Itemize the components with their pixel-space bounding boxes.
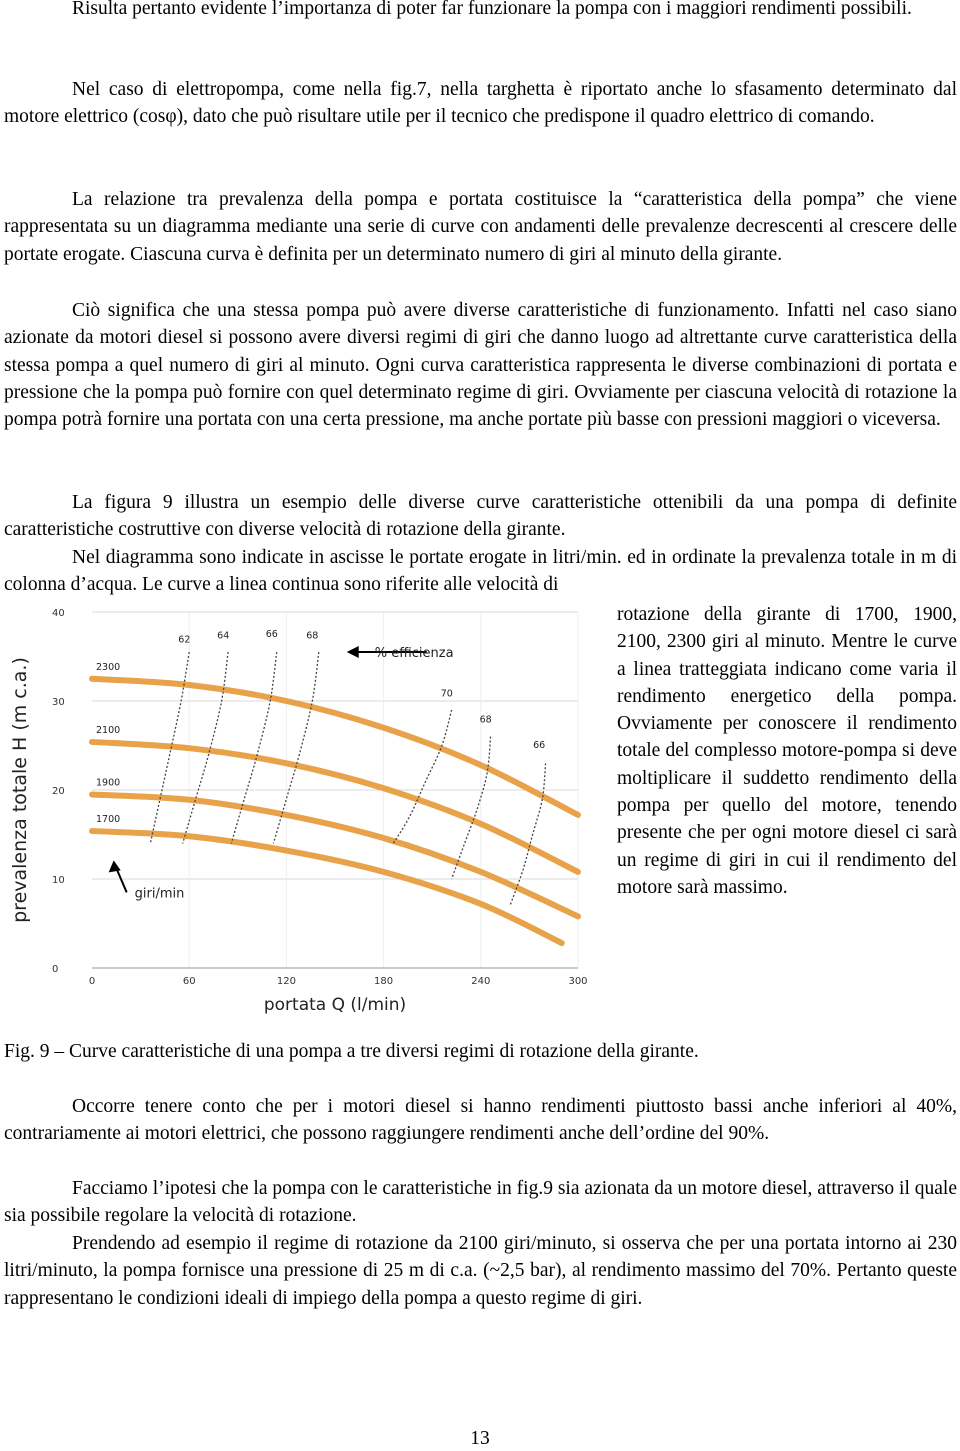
paragraph-electropump: Nel caso di elettropompa, come nella fig.7, nella targhetta è riportato anche lo sfasamento determinato dal motore elettrico (cosφ), dato che può risultare utile per il tecnico che predispone il quadro elettrico di comando. (4, 79, 957, 128)
y-tick-label: 20 (52, 786, 65, 797)
speed-curve-label: 1900 (96, 777, 121, 789)
x-tick-label: 120 (276, 976, 296, 987)
paragraph-performance-curves: Ciò significa che una stessa pompa può avere diverse caratteristiche di funzionamento. Infatti nel caso siano azionate da motori diesel si possono avere diversi regimi di giri che danno luogo ad altrettante curve caratteristica della stessa pompa a quel numero di giri al minuto. Ogni curva caratteristica rappresenta le diverse combinazioni di portata e pressione che la pompa può fornire con quel determinato regime di giri. Ovviamente per ciascuna velocità di rotazione la pompa potrà fornire una portata con una certa pressione, ma anche portate più basse con pressioni maggiori o viceversa. (4, 300, 957, 431)
paragraph-intro: Risulta pertanto evidente l’importanza di poter far funzionare la pompa con i maggiori rendimenti possibili. (72, 0, 912, 19)
speed-unit-annotation: giri/min (134, 886, 185, 902)
page-number: 13 (470, 1428, 490, 1449)
efficiency-label: 66 (265, 628, 278, 640)
efficiency-label: 68 (479, 714, 492, 726)
efficiency-label: 62 (178, 634, 191, 646)
x-axis-label: portata Q (l/min) (263, 995, 407, 1015)
figure-caption: Fig. 9 – Curve caratteristiche di una pompa a tre diversi regimi di rotazione della girante. (4, 1041, 699, 1062)
x-tick-label: 240 (471, 976, 491, 987)
y-tick-label: 10 (52, 875, 65, 886)
y-axis-label: prevalenza totale H (m c.a.) (9, 657, 31, 923)
x-tick-label: 180 (374, 976, 394, 987)
chart-svg (0, 598, 600, 1030)
efficiency-label: 68 (306, 630, 319, 642)
x-tick-label: 300 (568, 976, 588, 987)
paragraph-diesel-efficiency: Occorre tenere conto che per i motori diesel si hanno rendimenti piuttosto bassi anche inferiori al 40%, contrariamente ai motori elettrici, che possono raggiungere rendimenti anche dell’ordine del 90%. (4, 1096, 957, 1145)
paragraph-example: Prendendo ad esempio il regime di rotazione da 2100 giri/minuto, si osserva che per una portata intorno ai 230 litri/minuto, la pompa fornisce una pressione di 25 m di c.a. (~2,5 bar), al rendimento massimo del 70%. Pertanto queste rappresentano le condizioni ideali di impiego della pompa a questo regime di giri. (4, 1233, 957, 1309)
paragraph-diagram-side: rotazione della girante di 1700, 1900, 2100, 2300 giri al minuto. Mentre le curve a linea tratteggiata indicano come varia il rendimento energetico della pompa. Ovviamente per conoscere il rendimento totale del complesso motore-pompa si deve moltiplicare il suddetto rendimento della pompa per quello del motore, tenendo presente che per ogni motore diesel ci sarà un regime di giri in cui il rendimento del motore sarà massimo. (617, 604, 957, 898)
speed-curve-label: 1700 (96, 813, 121, 825)
paragraph-pump-characteristic: La relazione tra prevalenza della pompa e portata costituisce la “caratteristica della pompa” che viene rappresentata su un diagramma mediante una serie di curve con andamenti delle prevalenze decrescenti al crescere delle portate erogate. Ciascuna curva è definita per un determinato numero di giri al minuto della girante. (4, 189, 957, 265)
efficiency-label: 64 (217, 630, 230, 642)
y-tick-label: 0 (52, 964, 59, 975)
efficiency-label: 66 (533, 740, 546, 752)
efficiency-label: 70 (440, 688, 453, 700)
y-tick-label: 40 (52, 608, 65, 619)
speed-curve-label: 2100 (96, 724, 121, 736)
pump-performance-chart (0, 598, 600, 1030)
y-tick-label: 30 (52, 697, 65, 708)
paragraph-figure-intro: La figura 9 illustra un esempio delle diverse curve caratteristiche ottenibili da una pompa di definite caratteristiche costruttive con diverse velocità di rotazione della girante. (4, 492, 957, 541)
x-tick-label: 0 (88, 976, 96, 987)
speed-curve-label: 2300 (96, 661, 121, 673)
paragraph-hypothesis: Facciamo l’ipotesi che la pompa con le caratteristiche in fig.9 sia azionata da un motore diesel, attraverso il quale sia possibile regolare la velocità di rotazione. (4, 1178, 957, 1227)
paragraph-diagram-axes: Nel diagramma sono indicate in ascisse le portate erogate in litri/min. ed in ordinate la prevalenza totale in m di colonna d’acqua. Le curve a linea continua sono riferite alle velocità di (4, 547, 957, 596)
efficiency-annotation: % efficienza (374, 646, 454, 662)
x-tick-label: 60 (182, 976, 196, 987)
